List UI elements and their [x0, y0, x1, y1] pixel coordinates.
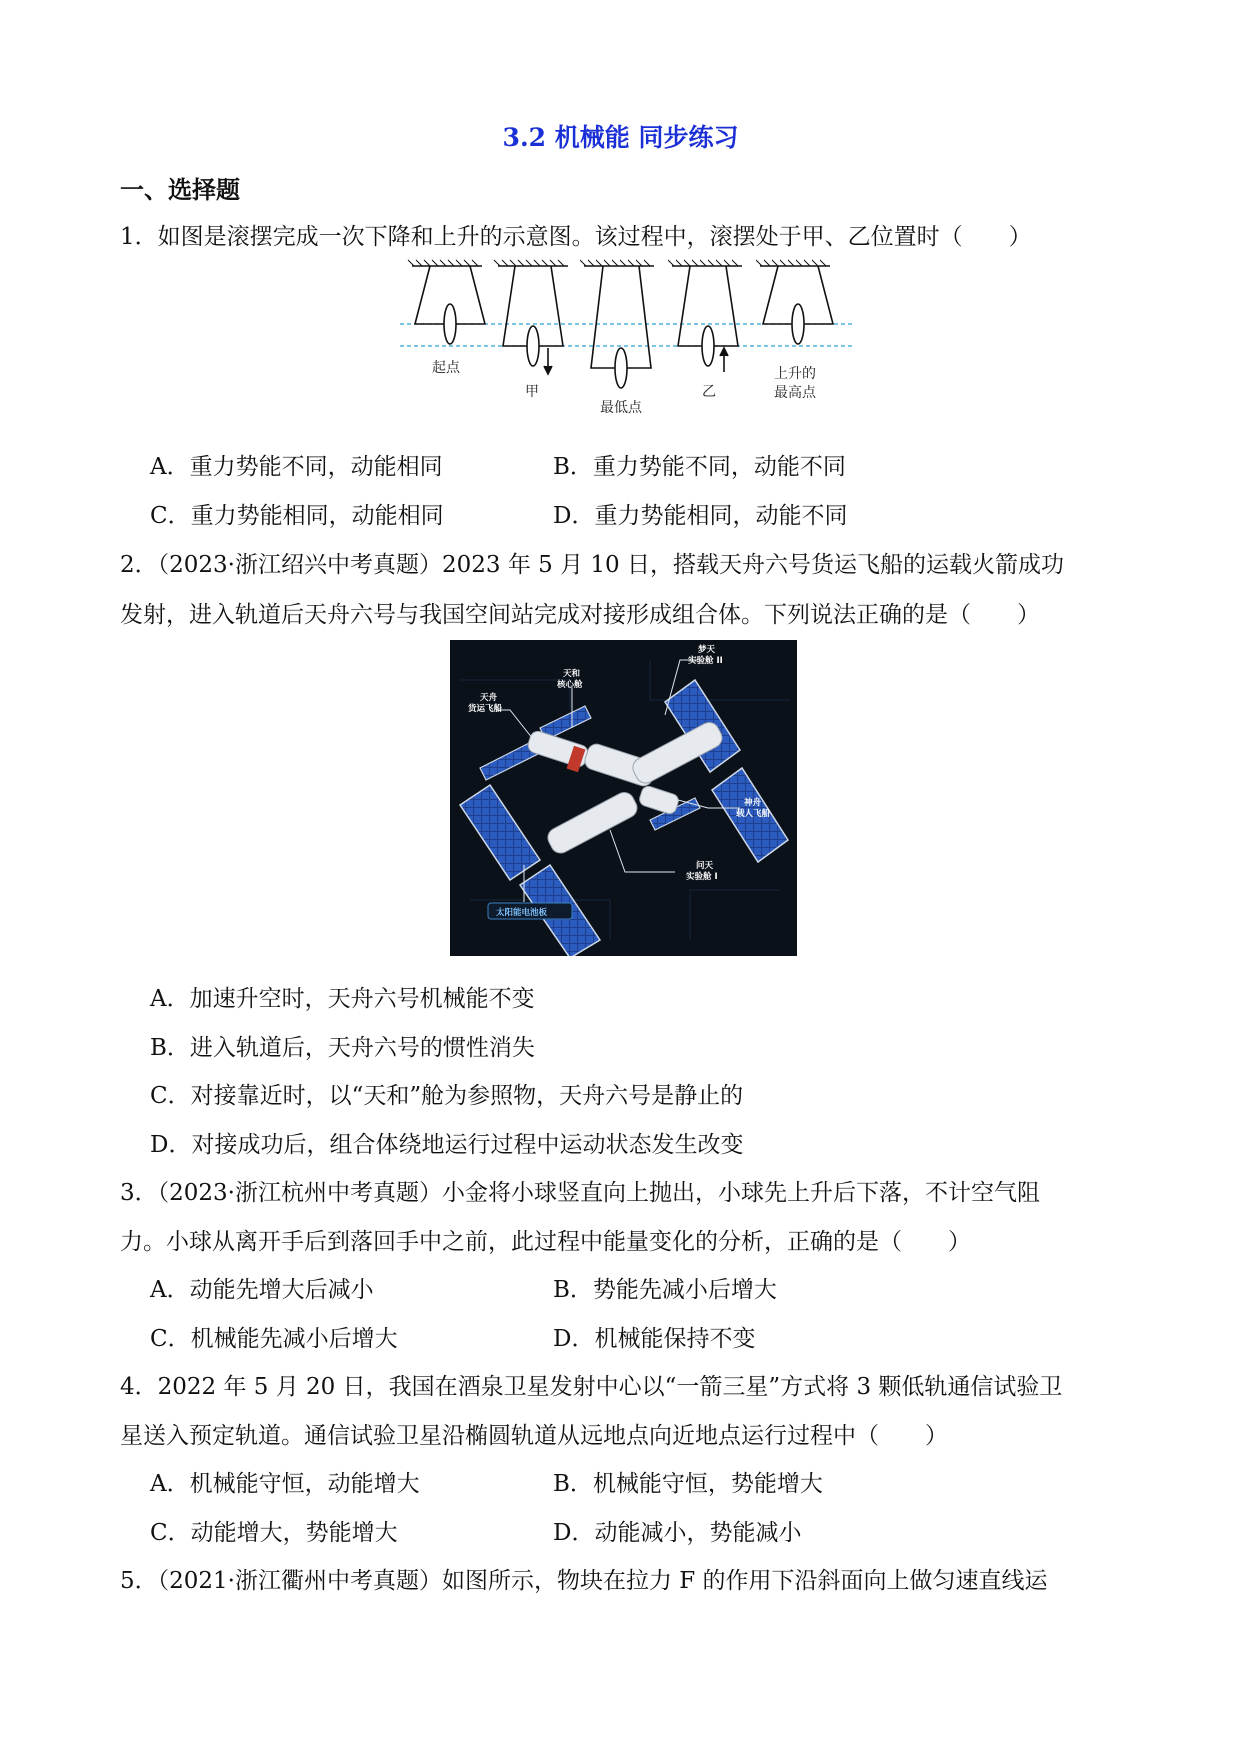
q3-option-c[interactable]: C．机械能先减小后增大 — [150, 1326, 398, 1352]
label-highest-1: 上升的 — [774, 366, 816, 382]
q3-option-d[interactable]: D．机械能保持不变 — [553, 1326, 756, 1352]
q2-option-c[interactable]: C．对接靠近时，以“天和”舱为参照物，天舟六号是静止的 — [150, 1083, 744, 1109]
q1-option-d[interactable]: D．重力势能相同，动能不同 — [553, 503, 848, 529]
label-mengtian-2: 实验舱 II — [688, 656, 723, 666]
q4-option-a[interactable]: A．机械能守恒，动能增大 — [150, 1471, 420, 1497]
q1-option-b[interactable]: B．重力势能不同，动能不同 — [553, 454, 846, 480]
question-2-line-1: 2．（2023·浙江绍兴中考真题）2023 年 5 月 10 日，搭载天舟六号货运飞船的运载火箭成功 — [120, 552, 1064, 578]
question-3-line-2: 力。小球从离开手后到落回手中之前，此过程中能量变化的分析，正确的是（ ） — [120, 1229, 971, 1255]
label-start: 起点 — [432, 360, 460, 376]
q1-option-a[interactable]: A．重力势能不同，动能相同 — [150, 454, 443, 480]
label-yi: 乙 — [702, 384, 716, 400]
q2-option-a[interactable]: A．加速升空时，天舟六号机械能不变 — [150, 986, 535, 1012]
question-4-line-2: 星送入预定轨道。通信试验卫星沿椭圆轨道从远地点向近地点运行过程中（ ） — [120, 1423, 948, 1449]
q4-option-b[interactable]: B．机械能守恒，势能增大 — [553, 1471, 823, 1497]
label-lowest: 最低点 — [600, 400, 642, 416]
q4-option-d[interactable]: D．动能减小，势能减小 — [553, 1520, 802, 1546]
label-solar: 太阳能电池板 — [496, 908, 548, 918]
q2-option-d[interactable]: D．对接成功后，组合体绕地运行过程中运动状态发生改变 — [150, 1132, 744, 1158]
solar-panel — [665, 680, 788, 862]
label-wentian-1: 问天 — [696, 861, 714, 871]
label-tianhe-2: 核心舱 — [557, 680, 583, 690]
question-5-line-1: 5．（2021·浙江衢州中考真题）如图所示，物块在拉力 F 的作用下沿斜面向上做匀速直线运 — [120, 1568, 1048, 1594]
question-4-line-1: 4．2022 年 5 月 20 日，我国在酒泉卫星发射中心以“一箭三星”方式将 3 颗低轨通信试验卫 — [120, 1374, 1063, 1400]
label-tianhe-1: 天和 — [563, 669, 581, 679]
label-wentian-2: 实验舱 I — [686, 872, 718, 882]
q3-option-a[interactable]: A．动能先增大后减小 — [150, 1277, 374, 1303]
label-highest-2: 最高点 — [774, 385, 816, 401]
label-tianzhou-1: 天舟 — [480, 693, 498, 703]
question-1-text: 1．如图是滚摆完成一次下降和上升的示意图。该过程中，滚摆处于甲、乙位置时（ ） — [120, 224, 1032, 250]
q3-option-b[interactable]: B．势能先减小后增大 — [553, 1277, 777, 1303]
space-station-figure — [450, 640, 797, 956]
label-mengtian-1: 梦天 — [698, 645, 716, 655]
page-title: 3.2 机械能 同步练习 — [502, 123, 739, 152]
question-3-line-1: 3．（2023·浙江杭州中考真题）小金将小球竖直向上抛出，小球先上升后下落，不计空气阻 — [120, 1180, 1040, 1206]
solar-panel — [460, 785, 600, 956]
label-tianzhou-2: 货运飞船 — [468, 704, 503, 714]
section-heading: 一、选择题 — [120, 175, 240, 204]
label-jia: 甲 — [525, 384, 539, 400]
label-shenzhou-1: 神舟 — [744, 798, 762, 808]
q4-option-c[interactable]: C．动能增大，势能增大 — [150, 1520, 398, 1546]
yoyo-pendulum-figure — [400, 258, 860, 423]
question-2-line-2: 发射，进入轨道后天舟六号与我国空间站完成对接形成组合体。下列说法正确的是（ ） — [120, 602, 1040, 628]
q1-option-c[interactable]: C．重力势能相同，动能相同 — [150, 503, 444, 529]
label-shenzhou-2: 载人飞船 — [736, 809, 771, 819]
q2-option-b[interactable]: B．进入轨道后，天舟六号的惯性消失 — [150, 1035, 535, 1061]
